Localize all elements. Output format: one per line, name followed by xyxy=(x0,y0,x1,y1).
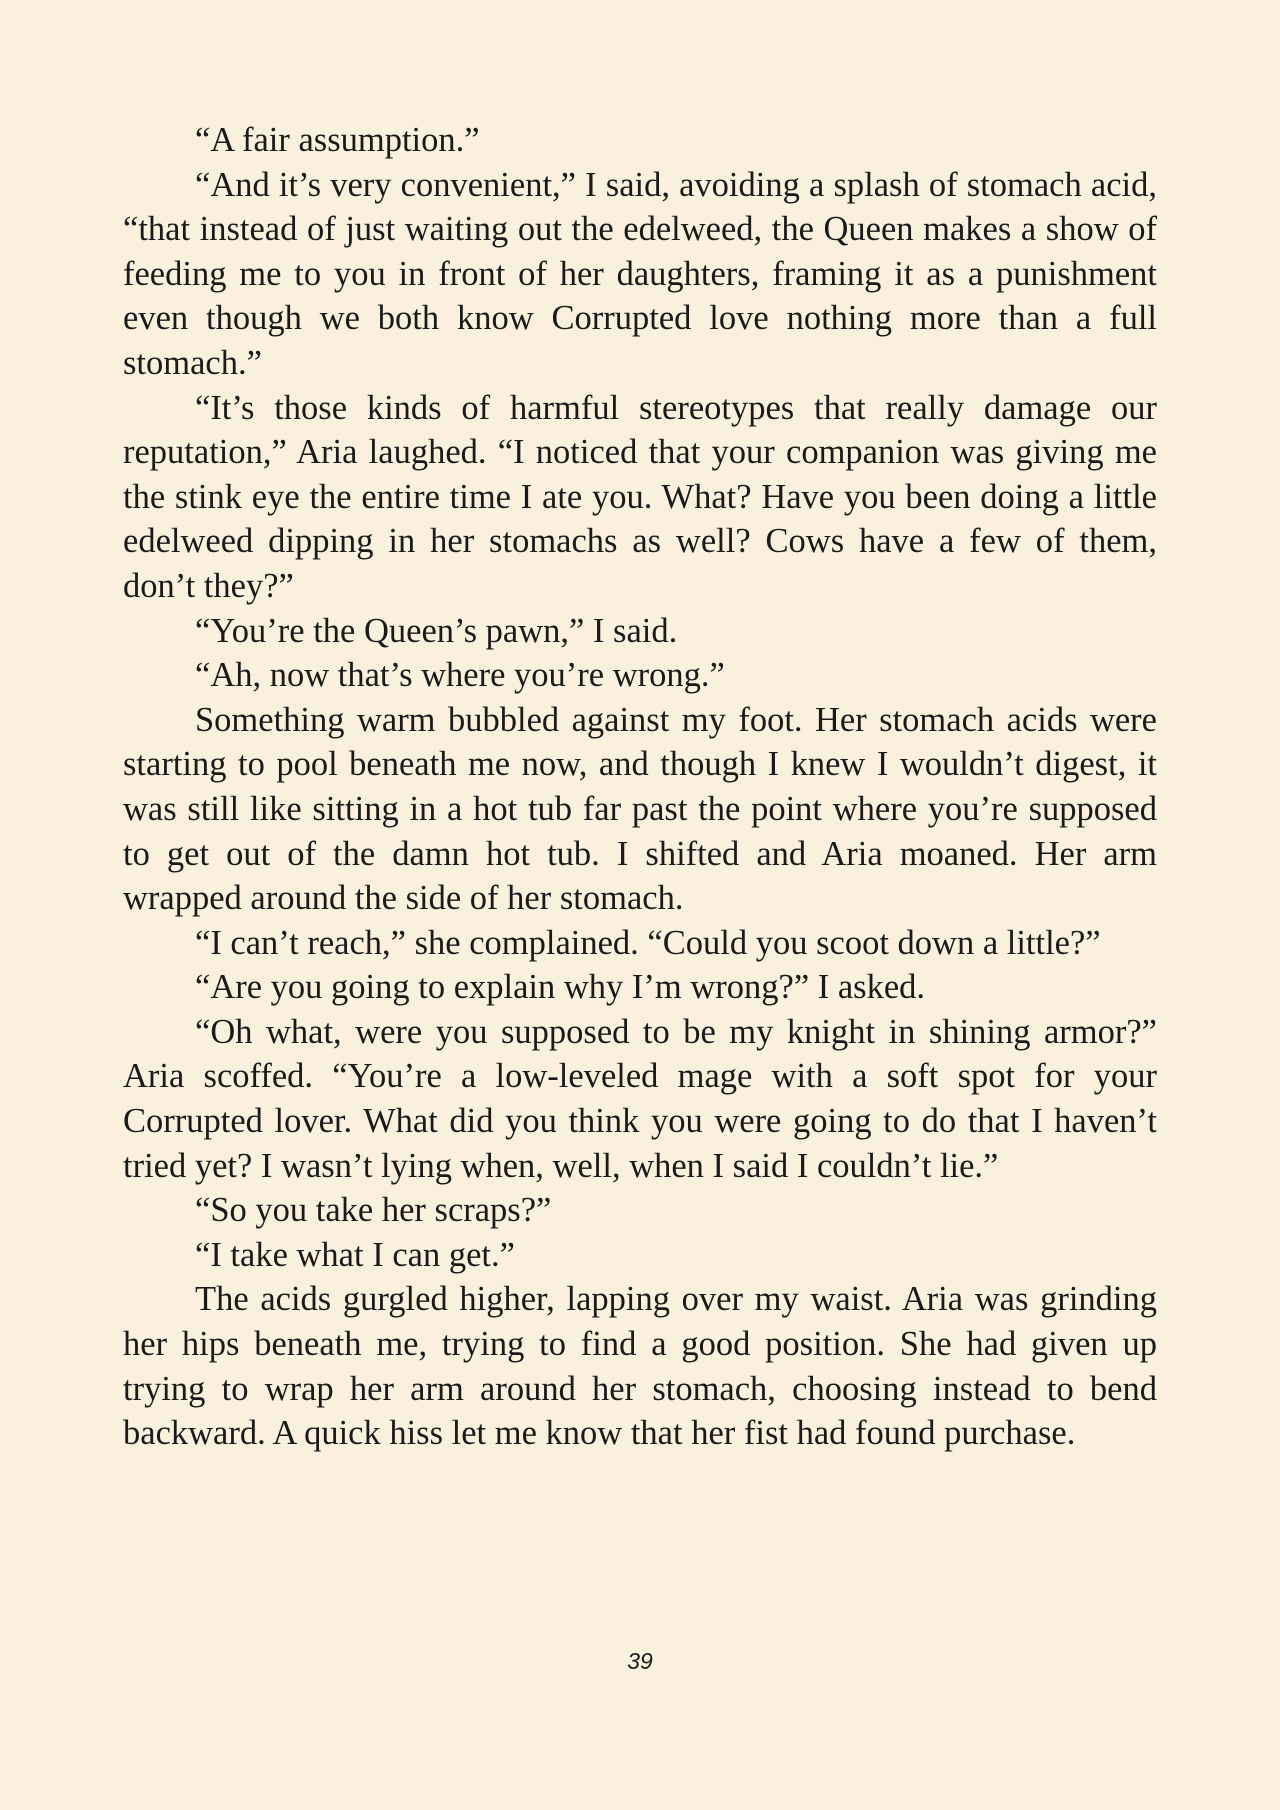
paragraph: “So you take her scraps?” xyxy=(195,1191,552,1230)
page-number: 39 xyxy=(627,1648,653,1674)
paragraph: Something warm bubbled against my foot. Her stomach acids were starting to pool beneath me now, and though I knew I wouldn’t digest, it was still like sitting in a hot tub far past the point where you’re supposed to get out of the damn hot tub. I shifted and Aria moaned. Her arm wrapped around the side of her stomach. xyxy=(123,700,1157,918)
page-body xyxy=(123,118,1157,1456)
paragraph: “A fair assumption.” xyxy=(195,121,480,159)
paragraph: “You’re the Queen’s pawn,” I said. xyxy=(195,611,678,650)
paragraph: “Oh what, were you supposed to be my knight in shining armor?” Aria scoffed. “You’re a low-leveled mage with a soft spot for your Corrupted lover. What did you think you were going to do that I haven’t tried yet? I wasn’t lying when, well, when I said I couldn’t lie.” xyxy=(123,1012,1157,1185)
paragraph: The acids gurgled higher, lapping over my waist. Aria was grinding her hips beneath me, trying to find a good position. She had given up trying to wrap her arm around her stomach, choosing instead to bend backward. A quick hiss let me know that her fist had found purchase. xyxy=(123,1280,1157,1453)
paragraph: “I take what I can get.” xyxy=(195,1235,515,1274)
paragraph: “Ah, now that’s where you’re wrong.” xyxy=(195,656,725,695)
paragraph: “I can’t reach,” she complained. “Could you scoot down a little?” xyxy=(195,923,1101,962)
paragraph: “Are you going to explain why I’m wrong?” I asked. xyxy=(195,968,926,1007)
paragraph: “And it’s very convenient,” I said, avoiding a splash of stomach acid, “that instead of just waiting out the edelweed, the Queen makes a show of feeding me to you in front of her daughters, framing it as a punishment even though we both know Corrupted love nothing more than a full stomach.” xyxy=(123,165,1157,382)
paragraph: “It’s those kinds of harmful stereotypes that really damage our reputation,” Aria laughed. “I noticed that your companion was giving me the stink eye the entire time I ate you. What? Have you been doing a little edelweed dipping in her stomachs as well? Cows have a few of them, don’t they?” xyxy=(123,388,1157,605)
